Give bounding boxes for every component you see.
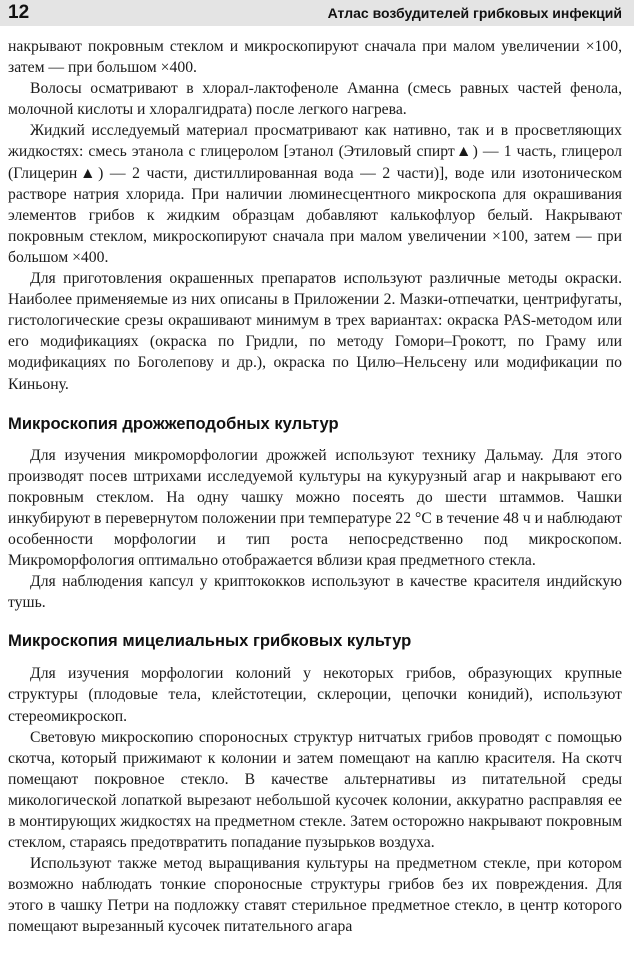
paragraph-4: Для приготовления окрашенных препаратов используют различные методы окраски. Наиболее применяемые из них описаны в Приложении 2. Мазки-отпечатки, центрифугаты, гистологические срезы окрашивают минимум в трех вариантах: окраска PAS-методом или его модификациях (окраска по Гридли, по методу Гомори–Грокотт, по Граму или модификациях по Боголепову и др.), окраска по Цилю–Нельсену или модификации по Киньону. — [8, 270, 622, 393]
paragraph-3: Жидкий исследуемый материал просматривают как нативно, так и в просветляющих жидкостях: смесь этанола с глицеролом [этанол (Этиловый спирт▲) — 1 часть, глицерол (Глицерин▲) — 2 части, дистиллированная вода — 2 части)], воде или изотоническом растворе натрия хлорида. При наличии люминесцентного микроскопа для окрашивания элементов грибов к жидким образцам добавляют калькофлуор белый. Накрывают покровным стеклом, микроскопируют сначала при малом увеличении ×100, затем — при большом ×400. — [8, 122, 622, 266]
body-text — [8, 36, 622, 938]
page-number: 12 — [8, 2, 30, 23]
paragraph-8: Световую микроскопию спороносных структур нитчатых грибов проводят с помощью скотча, который прижимают к колонии и затем помещают на каплю красителя. На скотч помещают покровное стекло. В качестве альтернативы из питательной среды микологической лопаткой вырезают небольшой кусочек колонии, аккуратно расправляя ее в монтирующих жидкостях на предметном стекле. Затем осторожно накрывают покровным стеклом, стараясь предотвратить попадание пузырьков воздуха. — [8, 728, 622, 852]
paragraph-7: Для изучения морфологии колоний у некоторых грибов, образующих крупные структуры (плодовые тела, клейстотеции, склероции, цепочки конидий), используют стереомикроскоп. — [8, 665, 622, 725]
paragraph-9: Используют также метод выращивания культуры на предметном стекле, при котором возможно наблюдать тонкие спороносные структуры грибов без их повреждения. Для этого в чашку Петри на подложку ставят стерильное предметное стекло, в центр которого помещают вырезанный кусочек питательного агара — [8, 855, 622, 936]
section-heading-mycelial: Микроскопия мицелиальных грибковых культур — [8, 631, 412, 651]
page-header — [0, 0, 634, 26]
running-title: Атлас возбудителей грибковых инфекций — [327, 5, 622, 21]
paragraph-1: накрывают покровным стеклом и микроскопируют сначала при малом увеличении ×100, затем — при большом ×400. — [8, 38, 622, 77]
paragraph-5: Для изучения микроморфологии дрожжей используют технику Дальмау. Для этого производят посев штрихами исследуемой культуры на кукурузный агар и накрывают его покровным стеклом. На одну чашку можно посеять до шести штаммов. Чашки инкубируют в перевернутом положении при температуре 22 °С в течение 48 ч и наблюдают особенности морфологии и тип роста непосредственно под микроскопом. Микроморфология оптимально отображается вблизи края предметного стекла. — [8, 446, 622, 570]
paragraph-2: Волосы осматривают в хлорал-лактофеноле Аманна (смесь равных частей фенола, молочной кислоты и хлоралгидрата) после легкого нагрева. — [8, 80, 622, 119]
section-heading-yeast: Микроскопия дрожжеподобных культур — [8, 413, 339, 433]
paragraph-6: Для наблюдения капсул у криптококков используют в качестве красителя индийскую тушь. — [8, 573, 622, 612]
